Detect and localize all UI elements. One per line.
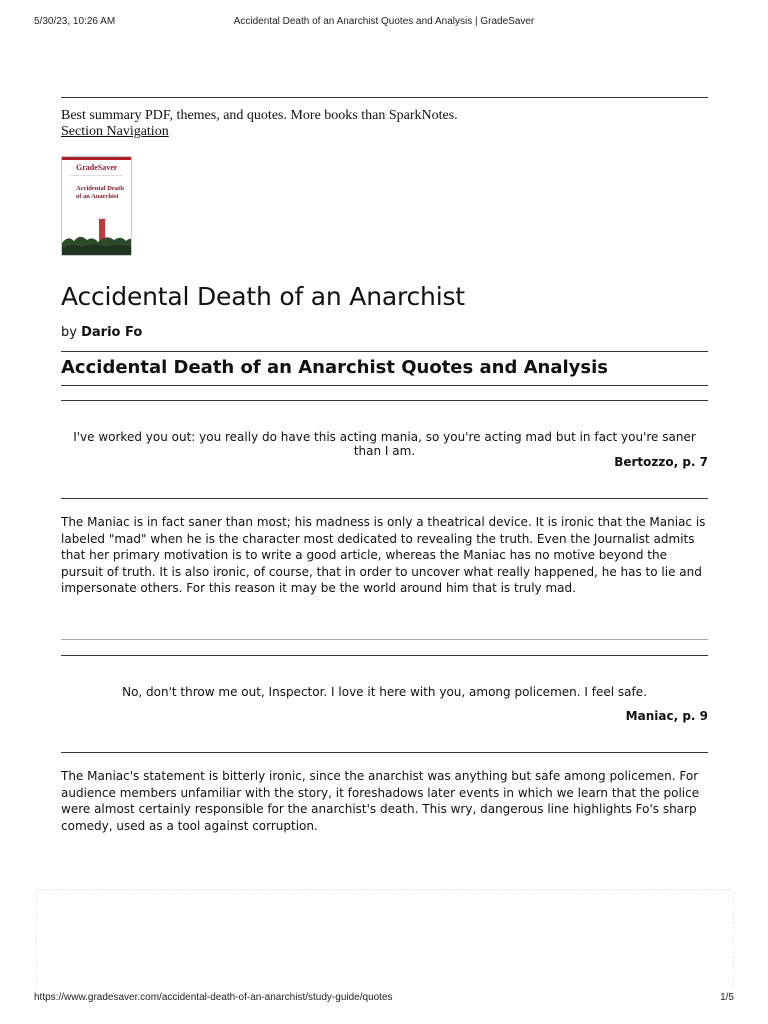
quote-2-divider-bottom — [61, 752, 708, 753]
quote-1-text: I've worked you out: you really do have this acting mania, so you're acting mad but in fact you're saner than I am. — [73, 430, 696, 458]
quote-2-analysis: The Maniac's statement is bitterly ironic, since the anarchist was anything but safe among policemen. For audience members unfamiliar with the story, it foreshadows later events in which we learn that the police were almost certainly responsible for the anarchist's death. This wry, dangerous line highlights Fo's sharp comedy, used as a tool against corruption. — [61, 769, 700, 833]
quote-2-citation: Maniac, p. 9 — [625, 709, 708, 723]
quote-1-citation: Bertozzo, p. 7 — [614, 455, 708, 469]
cover-divider — [70, 175, 123, 176]
print-footer — [34, 992, 734, 1006]
title-divider-bottom — [61, 385, 708, 386]
print-datetime: 5/30/23, 10:26 AM — [34, 16, 116, 27]
cover-brand-logo: GradeSaver — [76, 163, 118, 172]
top-divider — [61, 97, 708, 98]
quote-2-text: No, don't throw me out, Inspector. I love it here with you, among policemen. I feel safe. — [122, 685, 647, 699]
book-title: Accidental Death of an Anarchist — [61, 282, 465, 311]
page-break-line — [36, 889, 732, 891]
cover-title: Accidental Death of an Anarchist — [76, 185, 124, 200]
book-cover-image[interactable] — [61, 156, 132, 256]
print-header — [34, 16, 734, 30]
quote-1-divider-bottom — [61, 498, 708, 499]
cover-top-bar — [62, 157, 131, 160]
ad-placeholder-area — [36, 892, 734, 988]
byline-prefix: by — [61, 325, 77, 340]
print-page-title: Accidental Death of an Anarchist Quotes and Analysis | GradeSaver — [233, 16, 535, 27]
site-tagline: Best summary PDF, themes, and quotes. More books than SparkNotes. — [61, 108, 458, 123]
page-title: Accidental Death of an Anarchist Quotes and Analysis — [61, 357, 608, 378]
cover-trees-illustration — [62, 231, 132, 255]
quote-1-divider-top — [61, 400, 708, 401]
print-page-number: 1/5 — [720, 992, 734, 1003]
quote-2-divider-light — [61, 639, 708, 640]
author-link[interactable]: Dario Fo — [81, 325, 143, 340]
quote-1-analysis: The Maniac is in fact saner than most; his madness is only a theatrical device. It is ironic that the Maniac is labeled "mad" when he is the character most dedicated to revealing the truth. Even the Journalist admits that her primary motivation is to write a good article, whereas the Maniac has no motive beyond the pursuit of truth. It is also ironic, of course, that in order to uncover what really happened, he has to lie and impersonate others. For this reason it may be the world around him that is truly mad. — [61, 515, 706, 596]
print-url: https://www.gradesaver.com/accidental-death-of-an-anarchist/study-guide/quotes — [34, 992, 393, 1003]
quote-2-divider-top — [61, 655, 708, 656]
byline — [61, 325, 142, 340]
title-divider-top — [61, 351, 708, 352]
section-navigation-link[interactable]: Section Navigation — [61, 124, 169, 139]
